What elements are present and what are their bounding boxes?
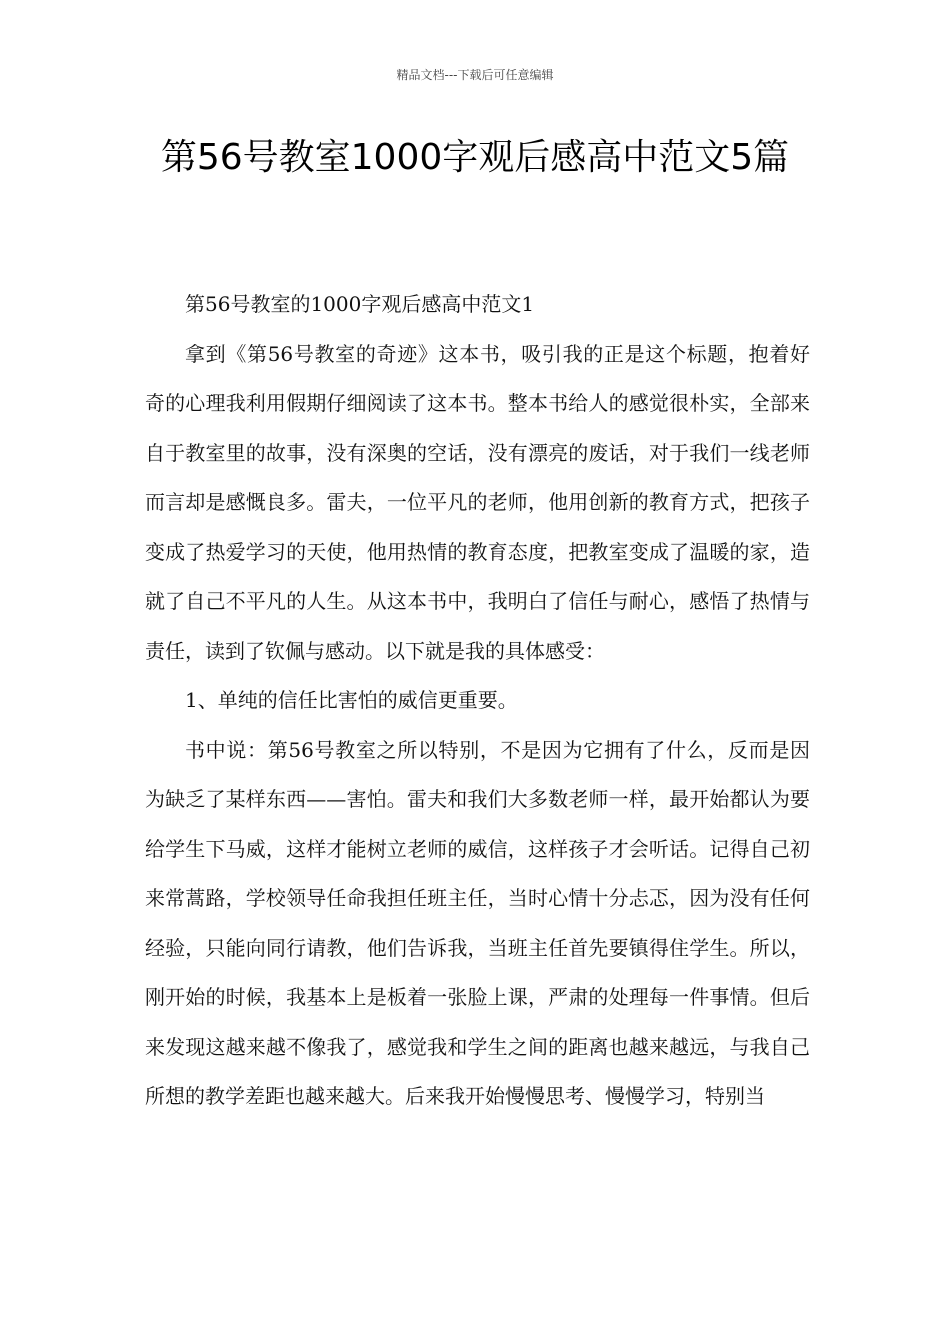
paragraph-heading: 1、单纯的信任比害怕的威信更重要。 <box>185 688 518 712</box>
paragraph-subtitle: 第56号教室的1000字观后感高中范文1 <box>185 292 535 316</box>
document-title: 第56号教室1000字观后感高中范文5篇 <box>160 137 790 178</box>
document-body <box>145 280 810 1122</box>
paragraph: 书中说：第56号教室之所以特别，不是因为它拥有了什么，反而是因为缺乏了某样东西——害怕。雷夫和我们大多数老师一样，最开始都认为要给学生下马威，这样才能树立老师的威信，这样孩子才会听话。记得自己初来常蒿路，学校领导任命我担任班主任，当时心情十分忐忑，因为没有任何经验，只能向同行请教，他们告诉我，当班主任首先要镇得住学生。所以，刚开始的时候，我基本上是板着一张脸上课，严肃的处理每一件事情。但后来发现这越来越不像我了，感觉我和学生之间的距离也越来越远，与我自己所想的教学差距也越来越大。后来我开始慢慢思考、慢慢学习，特别当 <box>145 737 810 1108</box>
page-header: 精品文档---下载后可任意编辑 <box>396 68 554 82</box>
paragraph: 拿到《第56号教室的奇迹》这本书，吸引我的正是这个标题，抱着好奇的心理我利用假期仔细阅读了这本书。整本书给人的感觉很朴实，全部来自于教室里的故事，没有深奥的空话，没有漂亮的废话，对于我们一线老师而言却是感慨良多。雷夫，一位平凡的老师，他用创新的教育方式，把孩子变成了热爱学习的天使，他用热情的教育态度，把教室变成了温暖的家，造就了自己不平凡的人生。从这本书中，我明白了信任与耐心，感悟了热情与责任，读到了钦佩与感动。以下就是我的具体感受： <box>145 341 810 663</box>
